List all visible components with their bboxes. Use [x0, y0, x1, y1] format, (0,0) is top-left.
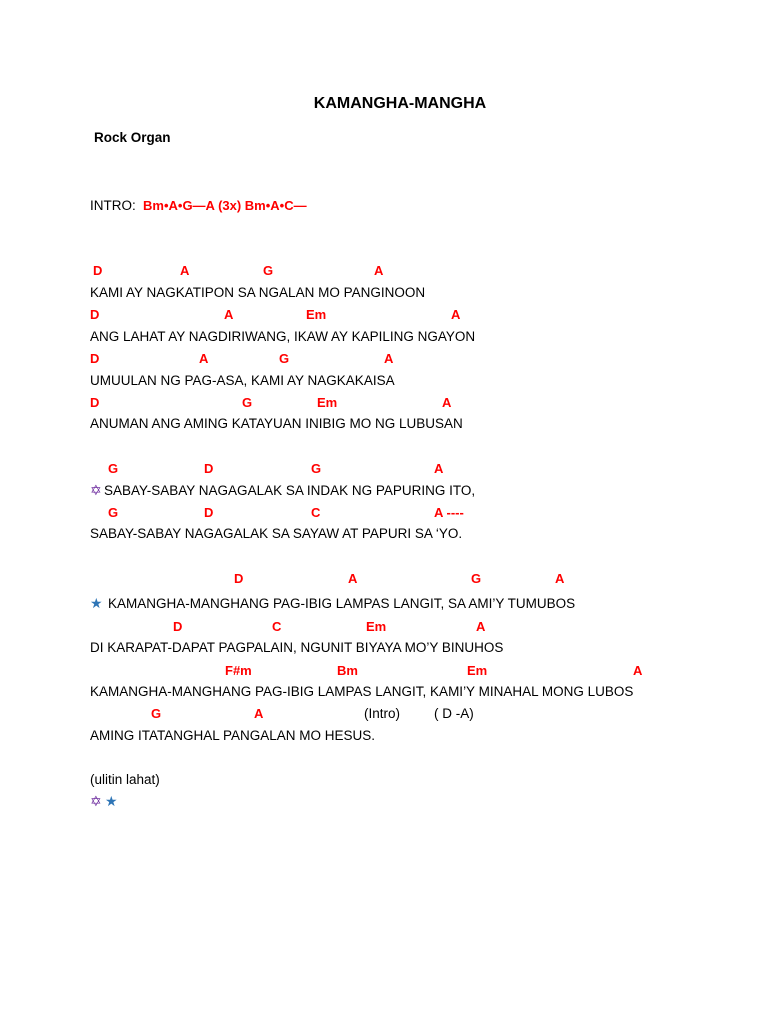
lyric-line: KAMANGHA-MANGHANG PAG-IBIG LAMPAS LANGIT, KAMI’Y MINAHAL MONG LUBOS — [90, 684, 634, 699]
chord: D — [204, 505, 214, 520]
chord: G — [471, 571, 482, 586]
chord: A — [384, 351, 394, 366]
chord-line — [0, 307, 768, 323]
lyric-line: ANUMAN ANG AMING KATAYUAN INIBIG MO NG LUBUSAN — [90, 416, 463, 431]
chord: G — [108, 505, 119, 520]
lyric-text: KAMANGHA-MANGHANG PAG-IBIG LAMPAS LANGIT, SA AMI’Y TUMUBOS — [108, 596, 576, 611]
chord: D — [93, 263, 103, 278]
chord: Em — [366, 619, 387, 634]
chord: G — [108, 461, 119, 476]
chord: C — [272, 619, 282, 634]
chord: Em — [467, 663, 488, 678]
chord-line — [0, 263, 768, 279]
intro-label: INTRO: — [90, 198, 136, 213]
chord: A — [434, 461, 444, 476]
chord-line — [0, 571, 768, 587]
repeat-instruction: (ulitin lahat) — [90, 772, 160, 787]
chord-line — [0, 461, 768, 477]
lyric-line: ANG LAHAT AY NAGDIRIWANG, IKAW AY KAPILING NGAYON — [90, 329, 476, 344]
hexagram-icon: ✡ — [90, 483, 102, 499]
chord: D — [90, 351, 100, 366]
chord: A — [199, 351, 209, 366]
star-icon: ★ — [105, 794, 118, 810]
intro-chords-note: ( D -A) — [434, 706, 474, 721]
lyric-text: SABAY-SABAY NAGAGALAK SA INDAK NG PAPURING ITO, — [104, 483, 476, 498]
instrument-label: Rock Organ — [94, 130, 171, 145]
chord: Bm — [337, 663, 358, 678]
chord: D — [90, 395, 100, 410]
intro-note: (Intro) — [364, 706, 401, 721]
chord: G — [263, 263, 274, 278]
chord-line — [0, 351, 768, 367]
chord: A — [180, 263, 190, 278]
song-title: KAMANGHA-MANGHA — [313, 95, 487, 112]
hexagram-icon: ✡ — [90, 794, 102, 810]
chord: F#m — [225, 663, 252, 678]
chord-line — [0, 505, 768, 521]
chord: A ---- — [434, 505, 464, 520]
chord-line — [0, 395, 768, 411]
chord: D — [204, 461, 214, 476]
chord-line — [0, 663, 768, 679]
chord: A — [633, 663, 643, 678]
chord: D — [234, 571, 244, 586]
chord: A — [476, 619, 486, 634]
chord: C — [311, 505, 321, 520]
lyric-line: KAMI AY NAGKATIPON SA NGALAN MO PANGINOON — [90, 285, 426, 300]
chord: A — [374, 263, 384, 278]
intro-line — [0, 198, 768, 214]
chord: D — [90, 307, 100, 322]
chord: A — [224, 307, 234, 322]
chord: A — [254, 706, 264, 721]
chord-line — [0, 619, 768, 635]
chord: G — [311, 461, 322, 476]
chord-line — [0, 706, 768, 722]
chord: D — [173, 619, 183, 634]
lyric-line: SABAY-SABAY NAGAGALAK SA SAYAW AT PAPURI SA ‘YO. — [90, 526, 463, 541]
lyric-line: DI KARAPAT-DAPAT PAGPALAIN, NGUNIT BIYAYA MO’Y BINUHOS — [90, 640, 504, 655]
chord: Em — [306, 307, 327, 322]
chord: G — [151, 706, 162, 721]
chord: G — [242, 395, 253, 410]
chord: A — [348, 571, 358, 586]
intro-chords: Bm•A•G—A (3x) Bm•A•C— — [143, 198, 307, 213]
chord: Em — [317, 395, 338, 410]
star-icon: ★ — [90, 596, 103, 612]
lyric-line: AMING ITATANGHAL PANGALAN MO HESUS. — [90, 728, 376, 743]
chord: A — [442, 395, 452, 410]
chord: G — [279, 351, 290, 366]
lyric-line: UMUULAN NG PAG-ASA, KAMI AY NAGKAKAISA — [90, 373, 395, 388]
chord: A — [451, 307, 461, 322]
chord: A — [555, 571, 565, 586]
